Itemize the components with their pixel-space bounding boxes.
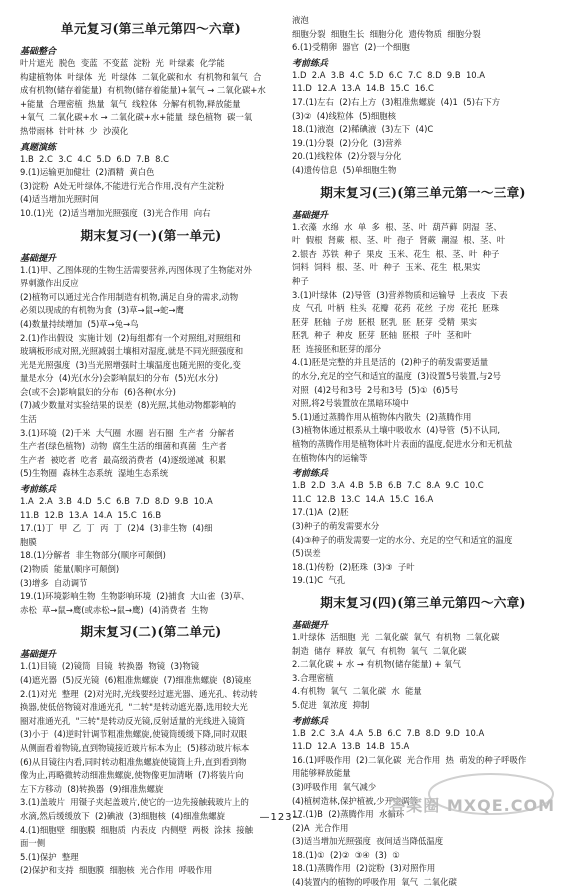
text-line: (3)适当增加光照强度 夜间适当降低温度 bbox=[292, 836, 444, 847]
text-line: 16.(1)呼吸作用 (2)二氧化碳 光合作用 热 萌发的种子呼吸作 bbox=[292, 754, 527, 765]
left-column bbox=[20, 14, 282, 878]
text-line: 19.(1)环境影响生物 生物影响环境 (2)捕食 大山雀 (3)草、 bbox=[20, 591, 250, 602]
text-line: 4.有机物 氧气 二氧化碳 水 能量 bbox=[292, 686, 422, 697]
text-line: (3)呼吸作用 氧气减少 bbox=[292, 781, 377, 792]
text-line: (4)遮光器 (5)反光镜 (6)粗准焦螺旋 (7)细准焦螺旋 (8)镜座 bbox=[20, 674, 252, 685]
text-line: 水滴,然后缓缓放下 (2)碘液 (3)细胞核 (4)细准焦螺旋 bbox=[20, 810, 225, 821]
text-block bbox=[292, 221, 554, 466]
subsection-header bbox=[292, 713, 554, 727]
text-line: 2.二氧化碳 + 水 → 有机物(储存能量) + 氧气 bbox=[292, 659, 461, 670]
text-line: 对照,将2号装置放在黑暗环境中 bbox=[292, 398, 409, 409]
text-line: 5.(1)保护 整理 bbox=[20, 851, 79, 862]
subsection-header bbox=[20, 481, 282, 495]
subsection-header bbox=[20, 43, 282, 57]
watermark-text: 答案圈 MXQE.COM bbox=[389, 796, 555, 815]
text-line: 叶 假根 肾蕨 根、茎、叶 孢子 肾蕨 潮湿 根、茎、叶 bbox=[292, 235, 506, 246]
text-line: 制造 储存 释放 氧气 有机物 氧气 二氧化碳 bbox=[292, 645, 467, 656]
text-block bbox=[20, 264, 282, 482]
subsection-title: 考前练兵 bbox=[292, 58, 329, 69]
text-line: 换器,使低倍物镜对准通光孔 "二转"是转动遮光器,选用较大光 bbox=[20, 702, 248, 713]
text-line: 光是光照强度 (3)当光照增强时土壤温度也随光照的变化,变 bbox=[20, 359, 241, 370]
text-line: 饲料 饲料 根、茎、叶 种子 玉米、花生 根,果实 bbox=[292, 262, 481, 273]
subsection-title: 基础提升 bbox=[20, 650, 57, 661]
text-line: 19.(1)C 气孔 bbox=[292, 575, 346, 586]
text-line: 在植物体内的运输等 bbox=[292, 452, 368, 463]
text-line: 3.(1)叶绿体 (2)导管 (3)营养物质和运输导 上表皮 下表 bbox=[292, 289, 508, 300]
text-line: 1.B 2.C 3.C 4.C 5.D 6.D 7.B 8.C bbox=[20, 153, 169, 164]
text-line: (2)A 光合作用 bbox=[292, 822, 349, 833]
text-line: 3.(1)盖玻片 用镊子夹起盖玻片,使它的一边先接触载玻片上的 bbox=[20, 797, 249, 808]
text-line: 从侧面看着物镜,直到物镜接近玻片标本为止 (5)移动玻片标本 bbox=[20, 742, 250, 753]
page-number: —123— bbox=[259, 812, 304, 823]
subsection-title: 基础整合 bbox=[20, 47, 57, 57]
text-line: 1.A 2.A 3.B 4.D 5.C 6.B 7.D 8.D 9.B 10.A bbox=[20, 496, 213, 507]
text-block bbox=[20, 495, 282, 617]
text-line: 18.(1)① (2)② ③④ (3) ① bbox=[292, 849, 400, 860]
text-line: 细胞分裂 细胞生长 细胞分化 遗传物质 细胞分裂 bbox=[292, 28, 481, 39]
text-line: 18.(1)传粉 (2)胚珠 (3)③ 子叶 bbox=[292, 561, 415, 572]
text-line: 2.(1)对光 整理 (2)对光时,光线要经过遮光器、通光孔、转动转 bbox=[20, 688, 258, 699]
text-line: 胚乳 种子 种皮 胚芽 胚轴 胚根 子叶 茎和叶 bbox=[292, 330, 472, 341]
text-line: (7)减少数量对实验结果的误差 (8)光照,其他动物都影响的 bbox=[20, 400, 236, 411]
text-line: 赤松 草→鼠→鹰(或赤松→鼠→鹰) (4)消费者 生物 bbox=[20, 604, 209, 615]
text-line: 4.(1)细胞壁 细胞膜 细胞质 内表皮 内侧壁 两极 涂抹 接触 bbox=[20, 824, 253, 835]
text-line: 1.B 2.C 3.A 4.A 5.B 6.C 7.B 8.D 9.D 10.A bbox=[292, 727, 485, 738]
text-line: 18.(1)液泡 (2)稀碘液 (3)左下 (4)C bbox=[292, 124, 434, 135]
text-line: 用能够释放能量 bbox=[292, 768, 351, 779]
text-line: (2)植物可以通过光合作用制造有机物,满足自身的需求,动物 bbox=[20, 291, 239, 302]
text-line: (3)增多 自动调节 bbox=[20, 577, 88, 588]
text-line: (3)小于 (4)逆时针调节粗准焦螺旋,使镜筒缓缓下降,同时双眼 bbox=[20, 729, 247, 740]
text-line: 2.银杏 苏铁 种子 果皮 玉米、花生 根、茎、叶 种子 bbox=[292, 248, 500, 259]
text-line: 5.促进 氧浓度 抑制 bbox=[292, 699, 370, 710]
text-line: 11.D 12.A 13.A 14.B 15.C 16.C bbox=[292, 83, 434, 94]
subsection-title: 真题演练 bbox=[20, 142, 57, 153]
subsection-title: 基础提升 bbox=[20, 253, 57, 264]
text-line: 1.(1)目镜 (2)镜筒 目镜 转换器 物镜 (3)物镜 bbox=[20, 661, 200, 672]
text-line: 胚 连接胚和胚芽的部分 bbox=[292, 343, 382, 354]
text-line: 6.(1)受精卵 器官 (2)一个细胞 bbox=[292, 42, 410, 53]
section-title: 期末复习(一)(第一单元) bbox=[80, 227, 222, 243]
section-title: 期末复习(三)(第三单元第一～三章) bbox=[320, 184, 526, 200]
text-line: 17.(1)丁 甲 乙 丁 丙 丁 (2)4 (3)非生物 (4)细 bbox=[20, 523, 213, 534]
text-line: 18.(1)蒸腾作用 (2)淀粉 (3)对照作用 bbox=[292, 863, 436, 874]
text-line: 11.D 12.A 13.B 14.B 15.A bbox=[292, 741, 410, 752]
text-line: (3)种子的萌发需要水分 bbox=[292, 521, 380, 531]
text-block bbox=[292, 69, 554, 178]
text-line: 18.(1)分解者 非生物部分(顺序可颠倒) bbox=[20, 550, 166, 561]
text-line: 量是水分 (4)光(水分)会影响鼠妇的分布 (5)光(水分) bbox=[20, 373, 219, 384]
subsection-header bbox=[292, 55, 554, 69]
text-line: 会(或不会)影响鼠妇的分布 (6)各种(水分) bbox=[20, 386, 176, 397]
text-line: 对照 (4)2号和3号 2号和3号 (5)① (6)5号 bbox=[292, 384, 459, 395]
text-line: 左下方移动 (8)转换器 (9)细准焦螺旋 bbox=[20, 783, 164, 794]
text-line: 生产者(绿色植物) 动物 腐生生活的细菌和真菌 生产者 bbox=[20, 441, 227, 452]
text-line: 的水分,充足的空气和适宜的温度 (3)设置5号装置,与2号 bbox=[292, 371, 502, 382]
text-line: (2)物质 能量(顺序可颠倒) bbox=[20, 564, 120, 574]
section-title: 期末复习(四)(第三单元第四～六章) bbox=[320, 594, 526, 610]
text-block bbox=[292, 14, 554, 55]
text-block bbox=[20, 660, 282, 878]
text-line: 1.衣藻 水绵 水 单 多 根、茎、叶 葫芦藓 阴湿 茎、 bbox=[292, 221, 502, 232]
text-line: (6)从目镜往内看,同时转动粗准焦螺旋使镜筒上升,直到看到物 bbox=[20, 756, 247, 767]
text-line: 必须以现成的有机物为食 (3)草→鼠→蛇→鹰 bbox=[20, 305, 184, 316]
text-line: 叶片遮光 脱色 变蓝 不变蓝 淀粉 光 叶绿素 化学能 bbox=[20, 58, 225, 68]
text-block bbox=[292, 631, 554, 713]
text-line: (3)② (4)线粒体 (5)细胞核 bbox=[292, 110, 396, 121]
text-line: 界刺激作出反应 bbox=[20, 278, 79, 289]
text-line: 热带雨林 针叶林 少 沙漠化 bbox=[20, 125, 129, 136]
subsection-title: 考前练兵 bbox=[292, 716, 329, 727]
text-line: (4)装置内的植物的呼吸作用 氧气 二氧化碳 bbox=[292, 877, 457, 888]
text-line: 构建植物体 叶绿体 光 叶绿体 二氧化碳和水 有机物和氧气 合 bbox=[20, 71, 262, 82]
text-line: 19.(1)分裂 (2)分化 (3)营养 bbox=[292, 137, 402, 148]
text-line: 1.(1)甲、乙图体现的生物生活需要营养,丙图体现了生物能对外 bbox=[20, 264, 252, 275]
text-line: 圈对准通光孔 "三转"是转动反光镜,反射适量的光线进入镜筒 bbox=[20, 715, 246, 726]
subsection-header bbox=[20, 139, 282, 153]
text-line: (3)植物体通过根系从土壤中吸收水 (4)导管 (5)不认同, bbox=[292, 425, 501, 436]
text-block bbox=[292, 479, 554, 588]
text-line: 胚芽 胚轴 子房 胚根 胚乳 胚 胚芽 受精 果实 bbox=[292, 316, 477, 327]
text-line: 1.B 2.D 3.A 4.B 5.B 6.B 7.C 8.A 9.C 10.C bbox=[292, 480, 484, 491]
text-line: 植物的蒸腾作用是植物体叶片表面的温度,促进水分和无机盐 bbox=[292, 439, 513, 450]
text-line: (2)保护和支持 细胞膜 细胞核 光合作用 呼吸作用 bbox=[20, 865, 213, 876]
text-line: 3.(1)环境 (2)千米 大气圈 水圈 岩石圈 生产者 分解者 bbox=[20, 427, 235, 438]
text-line: +氧气 二氧化碳+水 → 二氧化碳+水+能量 绿色植物 碳一氧 bbox=[20, 112, 253, 123]
text-line: 皮 气孔 叶柄 柱头 花瓣 花药 花丝 子房 花托 胚珠 bbox=[292, 303, 500, 314]
text-line: 成有机物(储存着能量) 有机物(储存着能量)+氧气 → 二氧化碳+水 bbox=[20, 85, 266, 96]
subsection-title: 基础提升 bbox=[292, 620, 329, 631]
text-line: 10.(1)光 (2)适当增加光照强度 (3)光合作用 向右 bbox=[20, 207, 211, 218]
subsection-header bbox=[20, 646, 282, 660]
section-title: 期末复习(二)(第二单元) bbox=[80, 624, 222, 640]
text-line: 17.(1)左右 (2)右上方 (3)粗准焦螺旋 (4)1 (5)右下方 bbox=[292, 96, 501, 107]
text-line: (4)植树造林,保护植被,少开空调等 bbox=[292, 795, 419, 806]
text-line: 1.D 2.A 3.B 4.C 5.D 6.C 7.C 8.D 9.B 10.A bbox=[292, 69, 485, 80]
subsection-title: 基础提升 bbox=[292, 210, 329, 221]
subsection-title: 考前练兵 bbox=[292, 469, 329, 480]
text-line: (4)数量持续增加 (5)草→兔→鸟 bbox=[20, 318, 139, 329]
subsection-header bbox=[20, 250, 282, 264]
text-line: 4.(1)胚是完整的并且是活的 (2)种子的萌发需要适量 bbox=[292, 357, 489, 368]
text-line: 17.(1)A (2)胚 bbox=[292, 507, 349, 518]
text-line: 3.合理密植 bbox=[292, 672, 334, 683]
text-line: 种子 bbox=[292, 275, 309, 286]
text-line: (4)适当增加光照时间 bbox=[20, 194, 99, 205]
text-line: 像为止,再略微转动细准焦螺旋,使物像更加清晰 (7)将装片向 bbox=[20, 770, 244, 781]
text-line: 9.(1)运输更加健壮 (2)酒精 黄白色 bbox=[20, 167, 155, 178]
text-line: 玻璃板形成对照,光照减弱土壤相对湿度,就是不同光照强度和 bbox=[20, 346, 244, 357]
text-line: 1.叶绿体 活细胞 光 二氧化碳 氧气 有机物 二氧化碳 bbox=[292, 631, 500, 642]
text-line: 生活 bbox=[20, 414, 37, 425]
subsection-header bbox=[292, 207, 554, 221]
text-block bbox=[20, 153, 282, 221]
text-line: 11.B 12.B 13.A 14.A 15.C 16.B bbox=[20, 509, 162, 520]
text-line: 生产者 被吃者 吃者 最高级消费者 (4)逐级递减 积累 bbox=[20, 454, 226, 465]
text-line: 胞膜 bbox=[20, 536, 37, 547]
text-line: (4)③种子的萌发需要一定的水分、充足的空气和适宜的温度 bbox=[292, 534, 513, 545]
text-block bbox=[20, 57, 282, 139]
subsection-title: 考前练兵 bbox=[20, 485, 57, 496]
text-line: 5.(1)通过蒸腾作用从植物体内散失 (2)蒸腾作用 bbox=[292, 411, 472, 422]
text-line: 液泡 bbox=[292, 15, 309, 25]
right-column bbox=[292, 14, 554, 890]
text-line: +能量 合理密植 热量 氧气 线粒体 分解有机物,释放能量 bbox=[20, 98, 241, 109]
section-title: 单元复习(第三单元第四～六章) bbox=[60, 21, 242, 36]
text-line: (5)误差 bbox=[292, 548, 321, 559]
text-line: (5)生物圈 森林生态系统 湿地生态系统 bbox=[20, 468, 169, 479]
text-line: 17.(1)B (2)蒸腾作用 水循环 bbox=[292, 809, 405, 820]
text-line: 11.C 12.B 13.C 14.A 15.C 16.A bbox=[292, 493, 434, 504]
text-line: 2.(1)作出假设 实施计划 (2)每组都有一个对照组,对照组和 bbox=[20, 332, 241, 343]
subsection-header bbox=[292, 465, 554, 479]
subsection-header bbox=[292, 617, 554, 631]
text-line: 面一侧 bbox=[20, 838, 46, 849]
text-line: (3)淀粉 A处无叶绿体,不能进行光合作用,没有产生淀粉 bbox=[20, 180, 225, 191]
text-line: (4)遗传信息 (5)单细胞生物 bbox=[292, 164, 397, 175]
text-line: 20.(1)线粒体 (2)分裂与分化 bbox=[292, 151, 402, 162]
